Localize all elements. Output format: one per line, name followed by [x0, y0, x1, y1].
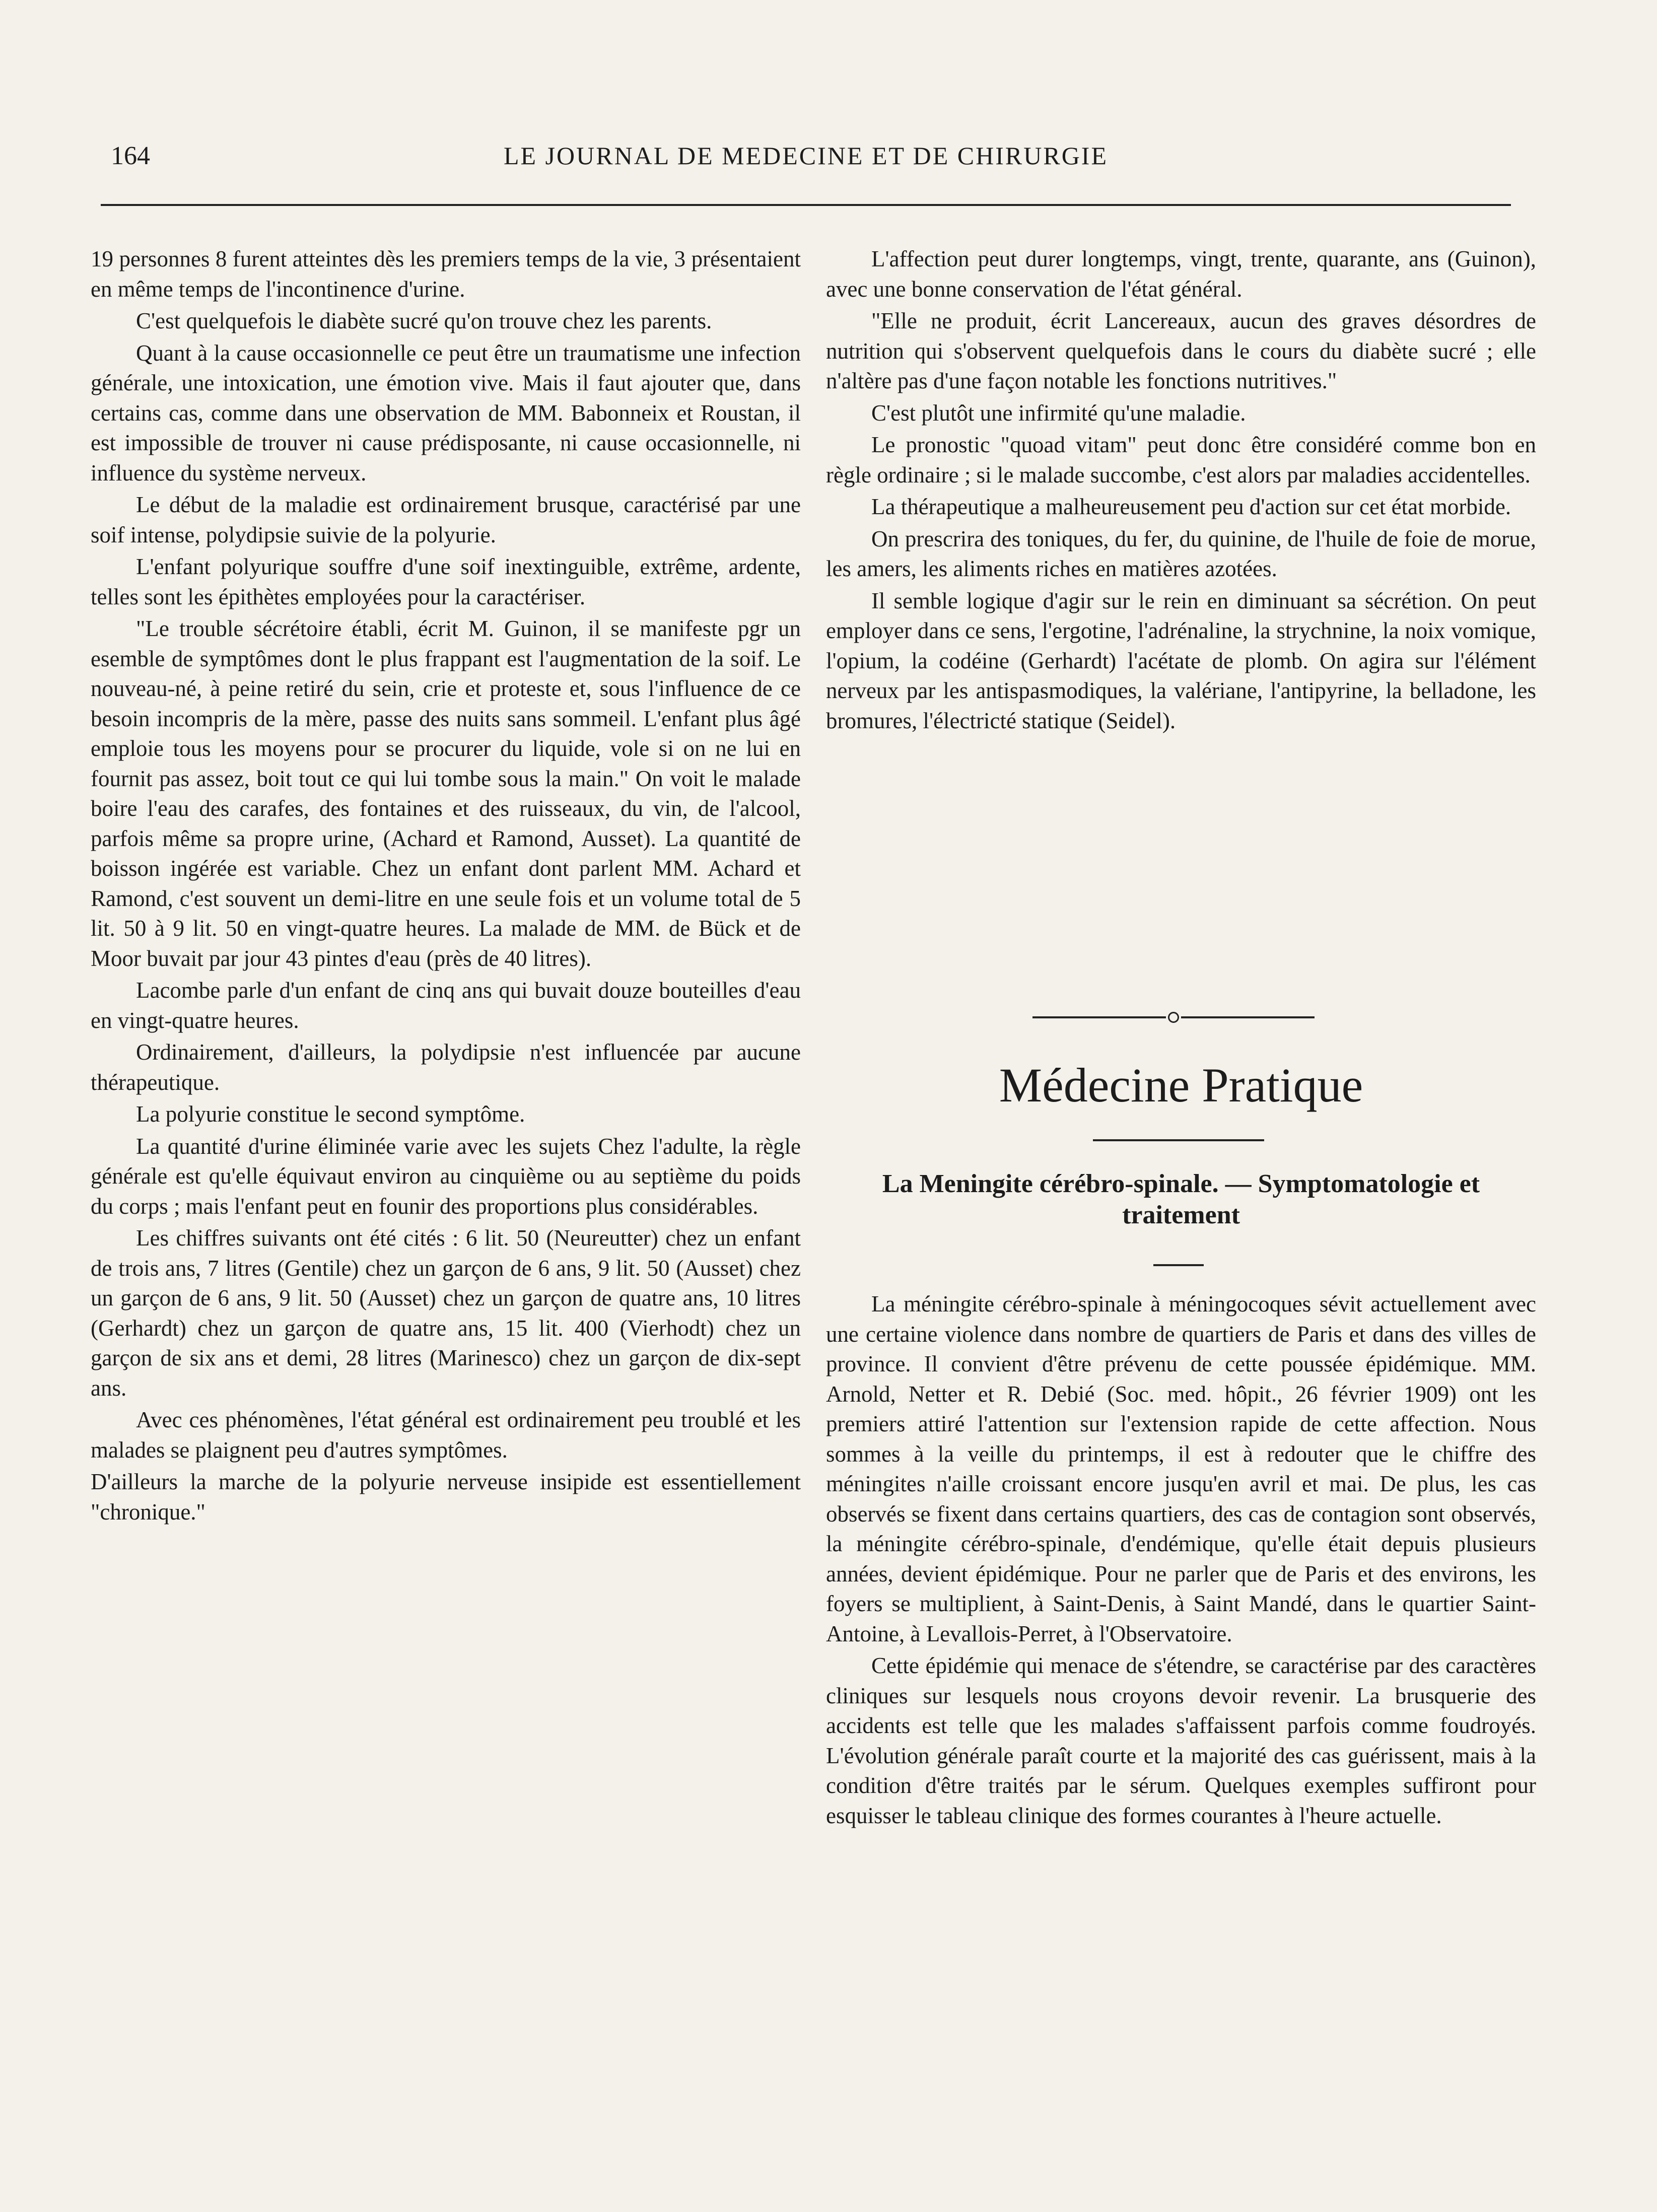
paragraph: La méningite cérébro-spinale à méningocoques sévit actuellement avec une certaine violence dans nombre de quartiers de Paris et dans des villes de province. Il convient d'être prévenu de cette poussée épidémique. MM. Arnold, Netter et R. Debié (Soc. med. hôpit., 26 février 1909) ont les premiers attiré l'attention sur l'extension rapide de cette affection. Nous sommes à la veille du printemps, il est à redouter que le chiffre des méningites n'aille croissant encore jusqu'en avril et mai. De plus, les cas observés se fixent dans certains quartiers, des cas de contagion sont observés, la méningite cérébro-spinale, d'endémique, qu'elle était depuis plusieurs années, devient épidémique. Pour ne parler que de Paris et des environs, les foyers se multiplient, à Saint-Denis, à Saint Mandé, dans le quartier Saint-Antoine, à Levallois-Perret, à l'Observatoire. — [826, 1291, 1536, 1646]
paragraph: C'est plutôt une infirmité qu'une maladie. — [871, 400, 1246, 426]
article-body — [826, 1289, 1536, 1833]
article-title: La Meningite cérébro-spinale. — Symptomatologie et traitement — [882, 1169, 1480, 1229]
paragraph: Le début de la maladie est ordinairement brusque, caractérisé par une soif intense, polydipsie suivie de la polyurie. — [91, 492, 801, 547]
right-column — [826, 244, 1536, 738]
paragraph: Il semble logique d'agir sur le rein en diminuant sa sécrétion. On peut employer dans ce sens, l'ergotine, l'adrénaline, la strychnine, la noix vomique, l'opium, la codéine (Gerhardt) l'acétate de plomb. On agira sur l'élément nerveux par les antispasmodiques, la valériane, l'antipyrine, la belladone, les bromures, l'électricté statique (Seidel). — [826, 588, 1536, 733]
paragraph: Les chiffres suivants ont été cités : 6 lit. 50 (Neureutter) chez un enfant de trois ans, 7 litres (Gentile) chez un garçon de 6 ans, 9 lit. 50 (Ausset) chez un garçon de 6 ans, 9 lit. 50 (Ausset) chez un garçon de quatre ans, 10 litres (Gerhardt) chez un garçon de quatre ans, 15 lit. 400 (Vierhodt) chez un garçon de six ans et demi, 28 litres (Marinesco) chez un garçon de dix-sept ans. — [91, 1225, 801, 1401]
left-column — [91, 244, 801, 1529]
paragraph: C'est quelquefois le diabète sucré qu'on trouve chez les parents. — [136, 308, 712, 333]
paragraph: Ordinairement, d'ailleurs, la polydipsie n'est influencée par aucune thérapeutique. — [91, 1040, 801, 1095]
paragraph: Avec ces phénomènes, l'état général est ordinairement peu troublé et les malades se plaignent peu d'autres symptômes. — [91, 1407, 801, 1463]
paragraph: Cette épidémie qui menace de s'étendre, se caractérise par des caractères cliniques sur lesquels nous croyons devoir revenir. La brusquerie des accidents est telle que les malades s'affaissent parfois comme foudroyés. L'évolution générale paraît courte et la majorité des cas guérissent, mais à la condition d'être traités par le sérum. Quelques exemples suffiront pour esquisser le tableau clinique des formes courantes à l'heure actuelle. — [826, 1653, 1536, 1828]
paragraph: "Elle ne produit, écrit Lancereaux, aucun des graves désordres de nutrition qui s'observent quelquefois dans le cours du diabète sucré ; elle n'altère pas d'une façon notable les fonctions nutritives." — [826, 308, 1536, 393]
title-rule — [1093, 1139, 1264, 1141]
page-header — [101, 136, 1511, 181]
paragraph: La quantité d'urine éliminée varie avec les sujets Chez l'adulte, la règle générale est qu'elle équivaut environ au cinquième ou au septième du poids du corps ; mais l'enfant peut en founir des proportions plus considérables. — [91, 1133, 801, 1219]
paragraph: On prescrira des toniques, du fer, du quinine, de l'huile de foie de morue, les amers, les aliments riches en matières azotées. — [826, 526, 1536, 581]
running-title: LE JOURNAL DE MEDECINE ET DE CHIRURGIE — [503, 142, 1108, 170]
section-title: Médecine Pratique — [999, 1058, 1363, 1112]
page-number: 164 — [111, 142, 150, 170]
paragraph: Le pronostic "quoad vitam" peut donc être considéré comme bon en règle ordinaire ; si le malade succombe, c'est alors par maladies accidentelles. — [826, 432, 1536, 488]
paragraph: La thérapeutique a malheureusement peu d'action sur cet état morbide. — [871, 494, 1511, 519]
article-rule — [1153, 1264, 1204, 1266]
paragraph: "Le trouble sécrétoire établi, écrit M. Guinon, il se manifeste pgr un esemble de symptômes dont le plus frappant est l'augmentation de la soif. Le nouveau-né, à peine retiré du sein, crie et proteste et, sous l'influence de ce besoin incompris de la mère, passe des nuits sans sommeil. L'enfant plus âgé emploie tous les moyens pour se procurer du liquide, vole si on ne lui en fournit pas assez, boit tout ce qui lui tombe sous la main." On voit le malade boire l'eau des carafes, des fontaines et des ruisseaux, du vin, de l'alcool, parfois même sa propre urine, (Achard et Ramond, Ausset). La quantité de boisson ingérée est variable. Chez un enfant dont parlent MM. Achard et Ramond, c'est souvent un demi-litre en une seule fois et un volume total de 5 lit. 50 à 9 lit. 50 en vingt-quatre heures. La malade de MM. de Bück et de Moor buvait par jour 43 pintes d'eau (près de 40 litres). — [91, 616, 801, 971]
paragraph: Quant à la cause occasionnelle ce peut être un traumatisme une infection générale, une intoxication, une émotion vive. Mais il faut ajouter que, dans certains cas, comme dans une observation de MM. Babonneix et Roustan, il est impossible de trouver ni cause prédisposante, ni cause occasionnelle, ni influence du système nerveux. — [91, 340, 801, 486]
paragraph: 19 personnes 8 furent atteintes dès les premiers temps de la vie, 3 présentaient en même temps de l'incontinence d'urine. — [91, 246, 801, 302]
separator-line — [1032, 1016, 1166, 1018]
separator-line — [1181, 1016, 1315, 1018]
paragraph: D'ailleurs la marche de la polyurie nerveuse insipide est essentiellement "chronique." — [91, 1469, 801, 1525]
paragraph: L'enfant polyurique souffre d'une soif inextinguible, extrême, ardente, telles sont les épithètes employées pour la caractériser. — [91, 554, 801, 609]
paragraph: L'affection peut durer longtemps, vingt, trente, quarante, ans (Guinon), avec une bonne conservation de l'état général. — [826, 246, 1536, 302]
paragraph: La polyurie constitue le second symptôme. — [136, 1101, 525, 1127]
section-separator — [1032, 1007, 1315, 1027]
separator-ornament — [1168, 1012, 1179, 1023]
header-rule — [101, 204, 1511, 206]
paragraph: Lacombe parle d'un enfant de cinq ans qui buvait douze bouteilles d'eau en vingt-quatre heures. — [91, 978, 801, 1033]
